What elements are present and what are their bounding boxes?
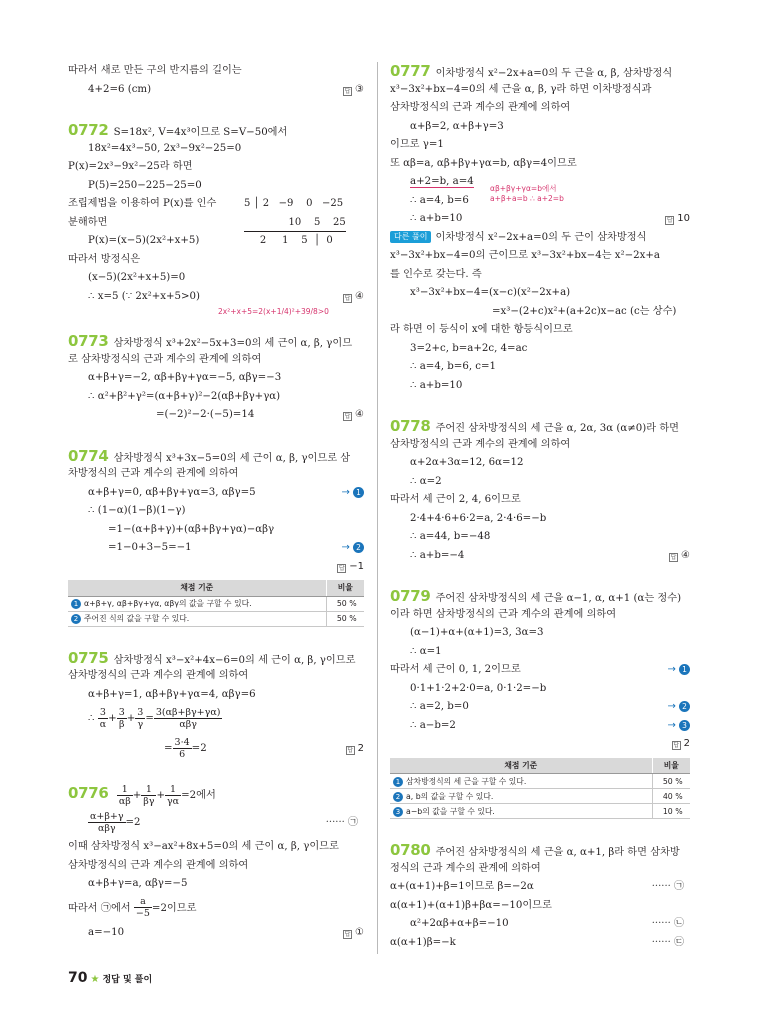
footer-label: 정답 및 풀이 [102, 975, 153, 985]
answer-box-icon: 답 [344, 87, 351, 95]
problem-number: 0776 [68, 784, 109, 802]
step-circle-icon: 2 [679, 701, 690, 712]
equation-tag: ······ ㉠ [325, 817, 358, 828]
synthetic-division-block: 조립제법을 이용하여 P(x)를 인수 분해하면 P(x)=(x−5)(2x²+x+5) 5 │ 2 −9 0 −25 10 5 25 2 1 5 │ 0 [68, 195, 364, 251]
answer-mark: 답 −1 [338, 560, 364, 572]
page-number: 70 [68, 970, 88, 986]
margin-note: αβ+βγ+γα=b에서 a+β+a=b ∴ a+2=b [490, 183, 564, 203]
step-circle-icon: 1 [353, 487, 364, 498]
fraction-line: = $\frac{3\cdot 4}{6}$ =2 답 2 [68, 734, 364, 764]
problem-number: 0777 [390, 62, 431, 80]
answer-mark: 답 ④ [670, 549, 690, 561]
intro-line: 4+2=6 (cm) 답 ③ [68, 81, 364, 100]
synthetic-division: 5 │ 2 −9 0 −25 10 5 25 2 1 5 │ 0 [244, 198, 346, 246]
step-marker: → 2 [667, 698, 690, 717]
problem-0776: 0776 $\frac{1}{\alpha\beta}$ + $\frac{1}{\beta\gamma}$ + $\frac{1}{\gamma\alpha}$ =2에서 $\frac{\alpha+\beta+\gamma}{\text{αβγ}}$ =2 ······ ㉠ 이때 삼차방정식 x³−ax²+8x+5=0의 세 근이 α, β, γ이므로 삼차방정식의 근과 계수의 관계에 의하여 α+β+γ=a, αβγ=−5 따라서 ㉠에서 $\frac{a}{-5}$ =2이므로 a=−10 답 ① [68, 778, 364, 942]
left-column [68, 62, 364, 942]
answer-mark: 답 ④ [344, 409, 364, 420]
problem-0772: 0772 S=18x², V=4x³이므로 S=V−50에서 18x²=4x³−50, 2x³−9x²−25=0 P(x)=2x³−9x²−25라 하면 P(5)=250−225−25=0 조립제법을 이용하여 P(x)를 인수 분해하면 P(x)=(x−5)(2x²+x+5) 5 │ 2 −9 0 −25 10 5 25 2 1 5 │ 0 따라서 방정식은 (x−5)(2x²+x+5)=0 ∴ x=5 (∵ 2x²+x+5>0) 답 ④ 2x²+x+5=2(x+1/4)²+39/8>0 [68, 121, 364, 316]
problem-number: 0778 [390, 417, 431, 435]
underlined-equation: a+2=b, a=4 [410, 176, 474, 187]
step-circle-icon: 2 [353, 542, 364, 553]
answer-box-icon: 답 [344, 294, 351, 302]
right-column [390, 62, 690, 952]
answer-mark: 답 2 [673, 738, 690, 749]
intro-line: 따라서 새로 만든 구의 반지름의 길이는 [68, 65, 242, 76]
problem-0780: 0780 주어진 삼차방정식의 세 근을 α, α+1, β라 하면 삼차방 정식의 근과 계수의 관계에 의하여 α+(α+1)+β=1이므로 β=−2α ······ ㉠ α(α+1)+(α+1)β+βα=−10이므로 α²+2αβ+α+β=−10 ······ ㉡ α(α+1)β=−k ······ ㉢ [390, 841, 690, 952]
answer-box-icon: 답 [347, 747, 354, 754]
answer-box-icon: 답 [666, 217, 673, 224]
problem-0777: 0777 이차방정식 x²−2x+a=0의 두 근을 α, β, 삼차방정식 x³−3x²+bx−4=0의 세 근을 α, β, γ라 하면 이차방정식과 삼차방정식의 근과 계수의 관계에 의하여 α+β=2, α+β+γ=3 이므로 γ=1 또 αβ=a, αβ+βγ+γα=b, αβγ=4이므로 a+2=b, a=4 ∴ a=4, b=6 αβ+βγ+γα=b에서 a+β+a=b ∴ a+2=b ∴ a+b=10 답 10 다른 풀이 이차방정식 x²−2x+a=0의 두 근이 삼차방정식 x³−3x²+bx−4=0의 근이므로 x³−3x²+bx−4는 x²−2x+a 를 인수로 갖는다. 즉 x³−3x²+bx−4=(x−c)(x²−2x+a) =x³−(2+c)x²+(a+2c)x−ac (c는 상수) 라 하면 이 등식이 x에 대한 항등식이므로 3=2+c, b=a+2c, 4=ac ∴ a=4, b=6, c=1 ∴ a+b=10 [390, 62, 690, 391]
problem-0773: 0773 삼차방정식 x³+2x²−5x+3=0의 세 근이 α, β, γ이므 로 삼차방정식의 근과 계수의 관계에 의하여 α+β+γ=−2, αβ+βγ+γα=−5, αβγ=−3 ∴ α²+β²+γ²=(α+β+γ)²−2(αβ+βγ+γα) =(−2)²−2·(−5)=14 답 ④ [68, 332, 364, 425]
problem-0775: 0775 삼차방정식 x³−x²+4x−6=0의 세 근이 α, β, γ이므로 삼차방정식의 근과 계수의 관계에 의하여 α+β+γ=1, αβ+βγ+γα=4, αβγ=6 ∴ $\frac{3}{\alpha}$ + $\frac{3}{\beta}$ + $\frac{3}{\gamma}$ = $\frac{3(\alpha\beta+\beta\gamma+\gamma\alpha)}{\text{αβγ}}$ = $\frac{3\cdot 4}{6}$ =2 답 2 [68, 649, 364, 765]
step-marker: → 1 [667, 661, 690, 680]
grading-table: 채점 기준 비율 1 삼차방정식의 세 근을 구할 수 있다. 50 % 2 a, b의 값을 구할 수 있다. 40 % 3 a−b의 값을 구할 수 있다. 10 % [390, 758, 690, 820]
problem-0779: 0779 주어진 삼차방정식의 세 근을 α−1, α, α+1 (α는 정수) 이라 하면 삼차방정식의 근과 계수의 관계에 의하여 (α−1)+α+(α+1)=3, 3α=3 ∴ α=1 따라서 세 근이 0, 1, 2이므로 → 1 0·1+1·2+2·0=a, 0·1·2=−b ∴ a=2, b=0 → 2 ∴ a−b=2 → 3 답 2 채점 기준 비율 1 삼차방정식의 세 근을 구할 수 있다. 50 % 2 a, b의 값을 구할 수 있다. 40 % 3 a−b의 값을 구할 수 있다. 10 % [390, 587, 690, 819]
problem-0778: 0778 주어진 삼차방정식의 세 근을 α, 2α, 3α (α≠0)라 하면 삼차방정식의 근과 계수의 관계에 의하여 α+2α+3α=12, 6α=12 ∴ α=2 따라서 세 근이 2, 4, 6이므로 2·4+4·6+6·2=a, 2·4·6=−b ∴ a=44, b=−48 ∴ a+b=−4 답 ④ [390, 417, 690, 565]
star-icon: ★ [90, 974, 100, 985]
equation-tag: ······ ㉡ [651, 918, 684, 929]
problem-number: 0780 [390, 841, 431, 859]
step-circle-icon: 3 [679, 720, 690, 731]
answer-mark: 답 2 [347, 743, 364, 754]
answer-box-icon: 답 [344, 413, 351, 420]
margin-note: 2x²+x+5=2(x+1/4)²+39/8>0 [218, 307, 329, 316]
answer-mark: 답 ④ [344, 290, 364, 302]
column-divider [377, 62, 378, 954]
problem-number: 0774 [68, 446, 109, 465]
equation-tag: ······ ㉢ [651, 936, 684, 948]
problem-number: 0773 [68, 332, 109, 350]
problem-number: 0772 [68, 121, 109, 139]
page-footer [68, 970, 152, 986]
step-marker: → 2 [341, 539, 364, 558]
alt-solution-badge: 다른 풀이 [390, 231, 431, 243]
problem-number: 0779 [390, 587, 431, 605]
step-marker: → 1 [341, 484, 364, 503]
answer-mark: 답 10 [666, 213, 690, 224]
answer-box-icon: 답 [673, 742, 680, 749]
step-marker: → 3 [667, 717, 690, 736]
answer-mark: 답 ① [344, 926, 364, 938]
equation-tag: ······ ㉠ [651, 881, 684, 892]
problem-number: 0775 [68, 648, 109, 667]
step-circle-icon: 1 [679, 664, 690, 675]
grading-table: 채점 기준 비율 1 α+β+γ, αβ+βγ+γα, αβγ의 값을 구할 수 있다. 50 % 2 주어진 식의 값을 구할 수 있다. 50 % [68, 580, 364, 627]
answer-box-icon: 답 [344, 930, 351, 938]
answer-mark: 답 ③ [344, 83, 364, 95]
fraction-line: ∴ $\frac{3}{\alpha}$ + $\frac{3}{\beta}$ + $\frac{3}{\gamma}$ = $\frac{3(\alpha\beta+\beta\gamma+\gamma\alpha)}{\text{αβγ}}$ [88, 706, 221, 730]
answer-box-icon: 답 [670, 553, 677, 561]
answer-box-icon: 답 [338, 564, 345, 572]
problem-0774: 0774 삼차방정식 x³+3x−5=0의 세 근이 α, β, γ이므로 삼 차방정식의 근과 계수의 관계에 의하여 α+β+γ=0, αβ+βγ+γα=3, αβγ=5 → 1 ∴ (1−α)(1−β)(1−γ) =1−(α+β+γ)+(αβ+βγ+γα)−αβγ =1−0+3−5=−1 → 2 답 −1 채점 기준 비율 1 α+β+γ, αβ+βγ+γα, αβγ의 값을 구할 수 있다. 50 % 2 주어진 식의 값을 구할 수 있다. 50 % [68, 447, 364, 627]
